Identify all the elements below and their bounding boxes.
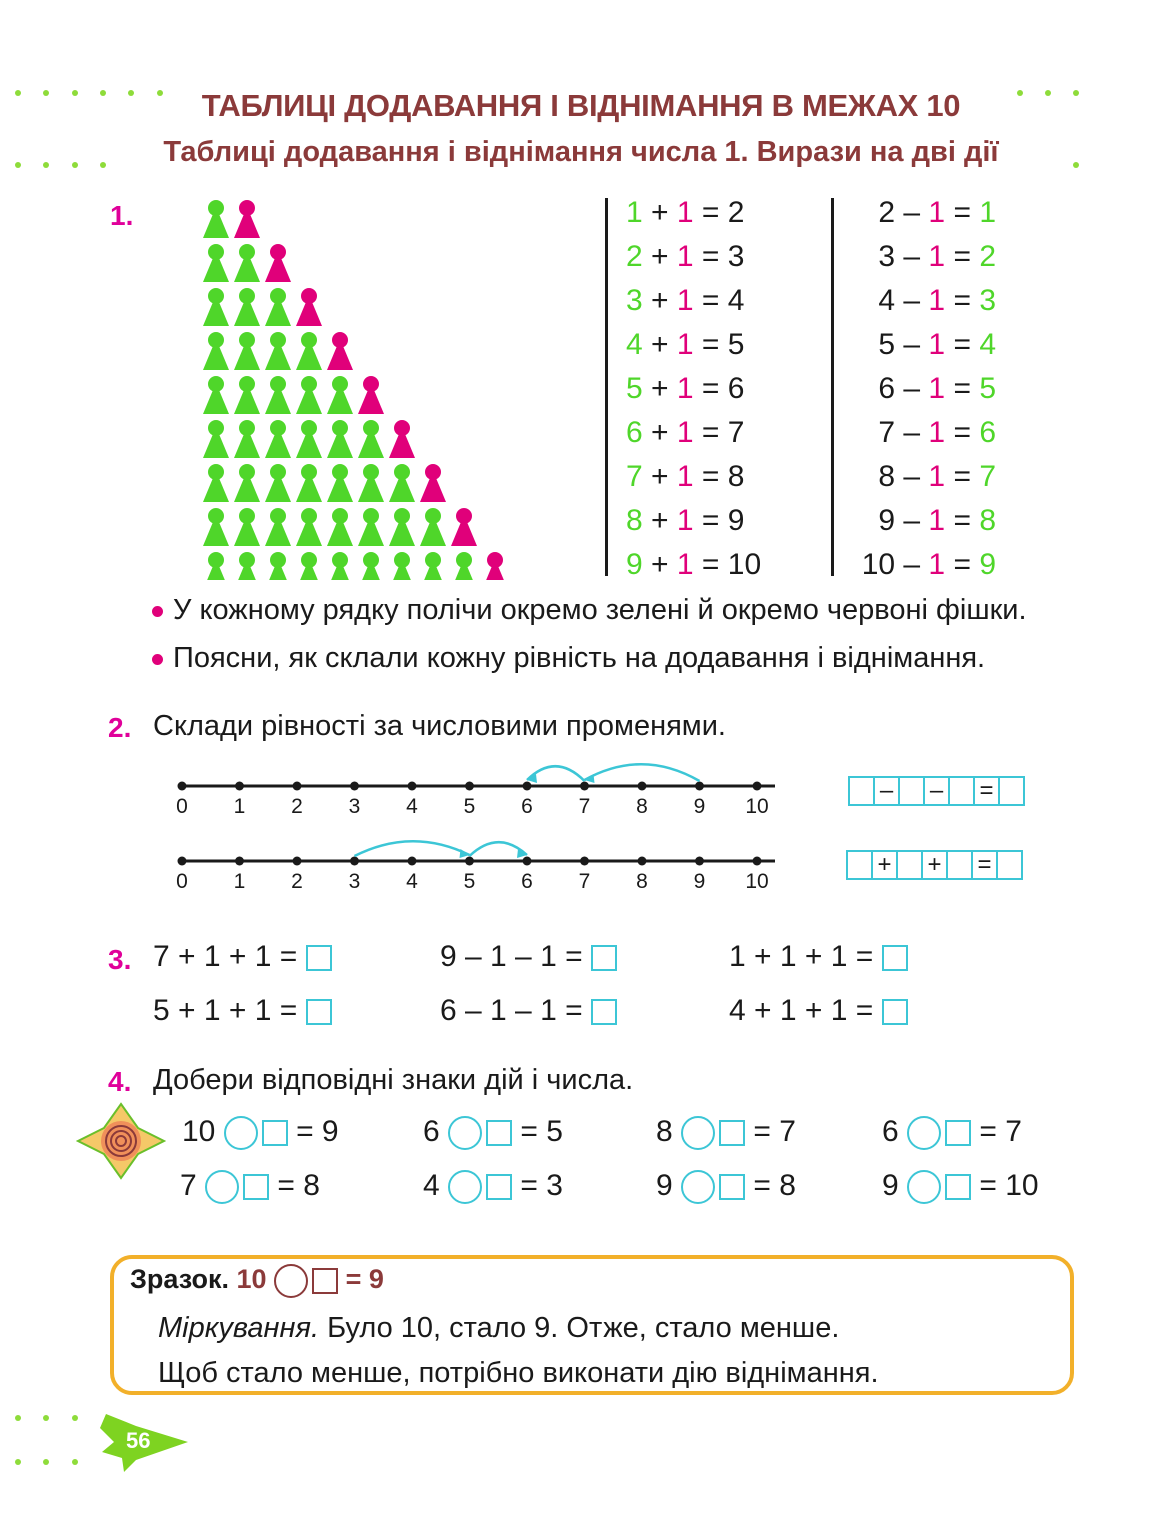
ray-tick-label: 9 — [693, 795, 706, 818]
green-chip — [203, 244, 229, 282]
task4-item-1: 10 = 9 — [182, 1115, 339, 1150]
green-chip — [265, 376, 291, 414]
ray-tick-label: 4 — [406, 870, 418, 893]
ray-point — [580, 857, 589, 866]
number-box[interactable] — [262, 1120, 288, 1146]
ray-tick-label: 5 — [463, 870, 476, 893]
green-chip — [389, 464, 415, 502]
ray-tick-label: 8 — [636, 795, 648, 818]
green-chip — [234, 244, 260, 282]
green-chip — [203, 464, 229, 502]
green-chip — [327, 508, 353, 546]
ray-tick-label: 9 — [693, 870, 706, 893]
ray-point — [408, 782, 417, 791]
divider-left — [605, 198, 608, 576]
number-box[interactable] — [486, 1120, 512, 1146]
green-chip — [234, 420, 260, 458]
sign-circle[interactable] — [907, 1116, 941, 1150]
addition-row: 2 + 1 = 3 — [626, 240, 745, 273]
green-chip — [389, 552, 415, 580]
ray-point — [235, 782, 244, 791]
expression-3-6: 4 + 1 + 1 = — [729, 994, 908, 1028]
ray-tick-label: 3 — [348, 795, 361, 818]
subtraction-row: 8 – 1 = 7 — [878, 460, 996, 493]
sample-a: 10 — [236, 1264, 267, 1295]
answer-cell[interactable] — [898, 776, 925, 806]
number-box[interactable] — [486, 1174, 512, 1200]
ray-tick-label: 0 — [176, 870, 188, 893]
green-chip — [203, 376, 229, 414]
number-rays — [160, 755, 790, 905]
sign-cell: + — [921, 850, 948, 880]
ray-point — [178, 857, 187, 866]
number-box[interactable] — [719, 1174, 745, 1200]
ray-tick-label: 4 — [406, 795, 418, 818]
addition-row: 6 + 1 = 7 — [626, 416, 745, 449]
jump-arrow — [355, 841, 470, 856]
ray-tick-label: 7 — [578, 795, 591, 818]
answer-cells-row1 — [850, 776, 1025, 806]
answer-cell[interactable] — [998, 776, 1025, 806]
page-title: ТАБЛИЦІ ДОДАВАННЯ І ВІДНІМАННЯ В МЕЖАХ 10 — [201, 88, 961, 123]
subtraction-table — [852, 191, 996, 587]
ray-point — [465, 857, 474, 866]
green-chip — [265, 420, 291, 458]
green-chip — [358, 464, 384, 502]
sign-circle[interactable] — [448, 1170, 482, 1204]
task4-number: 4. — [108, 1066, 132, 1097]
answer-cell[interactable] — [948, 776, 975, 806]
green-chip — [203, 508, 229, 546]
ray-point — [235, 857, 244, 866]
green-chip — [234, 288, 260, 326]
number-box[interactable] — [719, 1120, 745, 1146]
bullet-icon — [152, 606, 163, 617]
ray-point — [638, 782, 647, 791]
subtraction-row: 3 – 1 = 2 — [878, 240, 996, 273]
red-chip — [296, 288, 322, 326]
page-subtitle: Таблиці додавання і віднімання числа 1. Вирази на дві дії — [163, 136, 999, 168]
ray-point — [523, 857, 532, 866]
green-chip — [389, 508, 415, 546]
sample-box-cell — [312, 1268, 338, 1294]
red-chip — [265, 244, 291, 282]
green-chip — [296, 552, 322, 580]
green-chip — [203, 420, 229, 458]
ray-point — [350, 857, 359, 866]
addition-row: 1 + 1 = 2 — [626, 196, 745, 229]
expression-3-2: 9 – 1 – 1 = — [440, 940, 617, 974]
task2-text: Склади рівності за числовими променями. — [153, 710, 726, 742]
addition-row: 5 + 1 = 6 — [626, 372, 745, 405]
number-box[interactable] — [243, 1174, 269, 1200]
expression-3-5: 6 – 1 – 1 = — [440, 994, 617, 1028]
ray-tick-label: 6 — [521, 870, 533, 893]
ray-tick-label: 5 — [463, 795, 476, 818]
green-chip — [234, 508, 260, 546]
answer-cells-row2 — [848, 850, 1023, 880]
addition-row: 3 + 1 = 4 — [626, 284, 745, 317]
task1-number: 1. — [110, 200, 134, 231]
green-chip — [296, 376, 322, 414]
green-chip — [265, 332, 291, 370]
subtraction-row: 5 – 1 = 4 — [878, 328, 996, 361]
green-chip — [327, 420, 353, 458]
ray-tick-label: 0 — [176, 795, 188, 818]
answer-cell[interactable] — [996, 850, 1023, 880]
addition-table — [626, 191, 761, 587]
task4-item-6: 4 = 3 — [423, 1169, 563, 1204]
ray-tick-label: 7 — [578, 870, 591, 893]
answer-cell[interactable] — [896, 850, 923, 880]
expression-3-1: 7 + 1 + 1 = — [153, 940, 332, 974]
ray-tick-label: 8 — [636, 870, 648, 893]
green-chip — [296, 464, 322, 502]
ray-point — [638, 857, 647, 866]
ray-tick-label: 3 — [348, 870, 361, 893]
sample-line — [130, 1264, 384, 1298]
green-chip — [265, 464, 291, 502]
sign-cell: – — [873, 776, 900, 806]
green-chip — [203, 288, 229, 326]
sign-circle[interactable] — [448, 1116, 482, 1150]
ray-point — [293, 782, 302, 791]
sample-reasoning: Міркування. Було 10, стало 9. Отже, стало менше. — [158, 1312, 840, 1344]
task4-text: Добери відповідні знаки дій і числа. — [153, 1064, 634, 1096]
red-chip — [358, 376, 384, 414]
green-chip — [234, 376, 260, 414]
green-chip — [358, 552, 384, 580]
number-box[interactable] — [945, 1174, 971, 1200]
addition-row: 7 + 1 = 8 — [626, 460, 745, 493]
answer-cell[interactable] — [946, 850, 973, 880]
divider-right — [831, 198, 834, 576]
red-chip — [234, 200, 260, 238]
subtraction-row: 10 – 1 = 9 — [861, 548, 996, 581]
green-chip — [296, 420, 322, 458]
sign-cell: = — [971, 850, 998, 880]
red-chip — [389, 420, 415, 458]
green-chip — [265, 552, 291, 580]
task4-item-3: 8 = 7 — [656, 1115, 796, 1150]
ray-point — [753, 857, 762, 866]
answer-box[interactable] — [306, 999, 332, 1025]
subtraction-row: 4 – 1 = 3 — [878, 284, 996, 317]
sample-label: Зразок. — [130, 1264, 230, 1295]
number-box[interactable] — [945, 1120, 971, 1146]
bullet-item-2: Поясни, як склали кожну рівність на додавання і віднімання. — [152, 642, 985, 675]
addition-row: 9 + 1 = 10 — [626, 548, 762, 581]
answer-box[interactable] — [591, 945, 617, 971]
addition-row: 8 + 1 = 9 — [626, 504, 745, 537]
answer-box[interactable] — [591, 999, 617, 1025]
green-chip — [327, 552, 353, 580]
green-chip — [203, 200, 229, 238]
green-chip — [327, 464, 353, 502]
task3-number: 3. — [108, 944, 132, 975]
ray-tick-label: 10 — [745, 795, 769, 818]
ray-tick-label: 10 — [745, 870, 769, 893]
sign-cell: = — [973, 776, 1000, 806]
green-chip — [234, 332, 260, 370]
answer-cell[interactable] — [846, 850, 873, 880]
subtraction-row: 7 – 1 = 6 — [878, 416, 996, 449]
ray-point — [695, 857, 704, 866]
task4-item-4: 6 = 7 — [882, 1115, 1022, 1150]
ray-tick-label: 2 — [291, 795, 303, 818]
page-number: 56 — [126, 1428, 151, 1453]
sign-circle[interactable] — [224, 1116, 258, 1150]
chips-triangle — [198, 196, 518, 580]
green-chip — [265, 508, 291, 546]
subtraction-row: 2 – 1 = 1 — [878, 196, 996, 229]
ray-point — [178, 782, 187, 791]
ray-tick-label: 6 — [521, 795, 533, 818]
green-chip — [296, 332, 322, 370]
task2-number: 2. — [108, 712, 132, 743]
red-chip — [327, 332, 353, 370]
answer-box[interactable] — [882, 999, 908, 1025]
sample-conclusion: Щоб стало менше, потрібно виконати дію віднімання. — [158, 1357, 879, 1389]
green-chip — [296, 508, 322, 546]
jump-arrow — [585, 764, 700, 781]
ray-tick-label: 1 — [233, 795, 246, 818]
bullet-item-1: У кожному рядку полічи окремо зелені й окремо червоні фішки. — [152, 594, 1027, 627]
task4-item-7: 9 = 8 — [656, 1169, 796, 1204]
green-chip — [451, 552, 477, 580]
green-chip — [358, 420, 384, 458]
red-chip — [451, 508, 477, 546]
green-chip — [234, 464, 260, 502]
ray-tick-label: 1 — [233, 870, 246, 893]
red-chip — [482, 552, 508, 580]
expression-3-4: 5 + 1 + 1 = — [153, 994, 332, 1028]
answer-cell[interactable] — [848, 776, 875, 806]
answer-box[interactable] — [882, 945, 908, 971]
maze-icon — [76, 1102, 166, 1180]
green-chip — [327, 376, 353, 414]
green-chip — [420, 552, 446, 580]
task4-item-2: 6 = 5 — [423, 1115, 563, 1150]
sample-result: = 9 — [345, 1264, 384, 1295]
subtraction-row: 9 – 1 = 8 — [878, 504, 996, 537]
bullet-icon — [152, 654, 163, 665]
green-chip — [234, 552, 260, 580]
answer-box[interactable] — [306, 945, 332, 971]
sign-circle[interactable] — [681, 1170, 715, 1204]
green-chip — [203, 552, 229, 580]
task4-item-5: 7 = 8 — [180, 1169, 320, 1204]
ray-point — [523, 782, 532, 791]
sample-circle — [274, 1264, 308, 1298]
expression-3-3: 1 + 1 + 1 = — [729, 940, 908, 974]
green-chip — [265, 288, 291, 326]
green-chip — [203, 332, 229, 370]
ray-point — [580, 782, 589, 791]
ray-point — [408, 857, 417, 866]
subtraction-row: 6 – 1 = 5 — [878, 372, 996, 405]
ray-tick-label: 2 — [291, 870, 303, 893]
green-chip — [420, 508, 446, 546]
ray-point — [695, 782, 704, 791]
sign-cell: – — [923, 776, 950, 806]
ray-point — [293, 857, 302, 866]
ray-point — [753, 782, 762, 791]
task4-item-8: 9 = 10 — [882, 1169, 1039, 1204]
green-chip — [358, 508, 384, 546]
sign-circle[interactable] — [681, 1116, 715, 1150]
sign-circle[interactable] — [205, 1170, 239, 1204]
sign-cell: + — [871, 850, 898, 880]
addition-row: 4 + 1 = 5 — [626, 328, 745, 361]
red-chip — [420, 464, 446, 502]
ray-point — [465, 782, 474, 791]
sign-circle[interactable] — [907, 1170, 941, 1204]
ray-point — [350, 782, 359, 791]
